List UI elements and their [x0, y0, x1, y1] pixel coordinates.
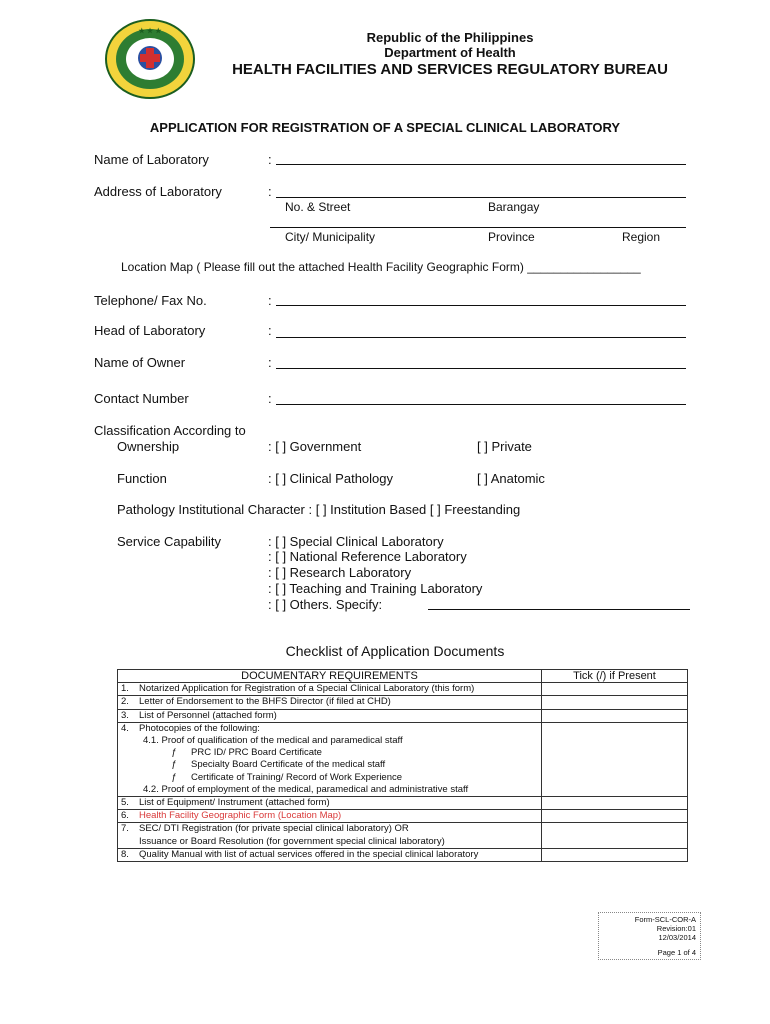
table-row: 1. Notarized Application for Registration of a Special Clinical Laboratory (this form) [118, 683, 688, 696]
service-special-checkbox[interactable]: : [ ] Special Clinical Laboratory [268, 534, 444, 549]
colon: : [268, 323, 272, 338]
others-specify-field[interactable] [428, 609, 690, 610]
contact-label: Contact Number [94, 391, 189, 406]
revision-date: 12/03/2014 [658, 933, 696, 942]
colon: : [268, 152, 272, 167]
table-row: 5. List of Equipment/ Instrument (attached form) [118, 797, 688, 810]
table-row: 3. List of Personnel (attached form) [118, 709, 688, 722]
tick-cell[interactable] [542, 722, 688, 796]
geographic-form-link[interactable]: Health Facility Geographic Form (Location Map) [139, 810, 342, 822]
barangay-caption: Barangay [488, 200, 540, 214]
tick-cell[interactable] [542, 823, 688, 848]
street-caption: No. & Street [285, 200, 351, 214]
header-bureau: HEALTH FACILITIES AND SERVICES REGULATORY BUREAU [232, 61, 668, 78]
page-number: Page 1 of 4 [657, 948, 696, 957]
revision-number: Revision:01 [656, 924, 696, 933]
checklist-table [117, 669, 688, 862]
city-province-region-field[interactable] [270, 227, 686, 228]
doh-seal-logo [104, 18, 196, 100]
form-revision-box [598, 912, 701, 960]
province-caption: Province [488, 230, 535, 244]
head-label: Head of Laboratory [94, 323, 206, 338]
bullet-icon: ƒ [171, 759, 177, 771]
owner-label: Name of Owner [94, 355, 186, 370]
table-row: 2. Letter of Endorsement to the BHFS Director (if filed at CHD) [118, 696, 688, 709]
city-caption: City/ Municipality [285, 230, 376, 244]
service-research-checkbox[interactable]: : [ ] Research Laboratory [268, 565, 412, 580]
street-barangay-field[interactable] [276, 197, 686, 198]
name-field[interactable] [276, 164, 686, 165]
form-code: Form-SCL-COR-A [634, 915, 696, 924]
service-teaching-checkbox[interactable]: : [ ] Teaching and Training Laboratory [268, 581, 483, 596]
tick-cell[interactable] [542, 848, 688, 861]
function-clinical-pathology-checkbox[interactable]: : [ ] Clinical Pathology [268, 471, 394, 486]
bullet-icon: ƒ [171, 747, 177, 759]
col-tick-header: Tick (/) if Present [542, 670, 688, 683]
header-republic: Republic of the Philippines [366, 30, 534, 45]
address-label: Address of Laboratory [94, 184, 222, 199]
location-map-line: Location Map ( Please fill out the attached Health Facility Geographic Form) _________________ [121, 260, 641, 274]
owner-field[interactable] [276, 368, 686, 369]
bullet-icon: ƒ [171, 771, 177, 783]
colon: : [268, 391, 272, 406]
head-field[interactable] [276, 337, 686, 338]
table-row: 6. Health Facility Geographic Form (Location Map) [118, 810, 688, 823]
table-row: 7. SEC/ DTI Registration (for private special clinical laboratory) OR Issuance or Board Resolution (for government special clinical laboratory) [118, 823, 688, 848]
tick-cell[interactable] [542, 810, 688, 823]
table-row: 8. Quality Manual with list of actual services offered in the special clinical laboratory [118, 848, 688, 861]
ownership-label: Ownership [117, 439, 180, 454]
contact-field[interactable] [276, 404, 686, 405]
colon: : [268, 293, 272, 308]
checklist-heading: Checklist of Application Documents [285, 643, 505, 659]
header-department: Department of Health [384, 45, 516, 60]
form-title: APPLICATION FOR REGISTRATION OF A SPECIAL CLINICAL LABORATORY [149, 120, 621, 135]
function-label: Function [117, 471, 167, 486]
classification-heading: Classification According to [94, 423, 246, 438]
tick-cell[interactable] [542, 696, 688, 709]
table-header-row [118, 670, 688, 683]
name-label: Name of Laboratory [94, 152, 209, 167]
ownership-private-checkbox[interactable]: [ ] Private [477, 439, 532, 454]
function-anatomic-checkbox[interactable]: [ ] Anatomic [477, 471, 545, 486]
pathology-character-line[interactable]: Pathology Institutional Character : [ ] Institution Based [ ] Freestanding [117, 502, 521, 517]
colon: : [268, 184, 272, 199]
service-others-checkbox[interactable]: : [ ] Others. Specify: [268, 597, 383, 612]
table-row: 4. Photocopies of the following: 4.1. Proof of qualification of the medical and paramedical staff ƒ PRC ID/ PRC Board Certificate ƒ Specialty Board Certificate of the medical staff ƒ Certificate of Training/ Record of Work Experience 4.2. Proof of employment of the medical, paramedical and administrative staff [118, 722, 688, 796]
tick-cell[interactable] [542, 797, 688, 810]
colon: : [268, 355, 272, 370]
col-requirements-header: DOCUMENTARY REQUIREMENTS [118, 670, 542, 683]
region-caption: Region [622, 230, 661, 244]
tick-cell[interactable] [542, 683, 688, 696]
telephone-label: Telephone/ Fax No. [94, 293, 207, 308]
tick-cell[interactable] [542, 709, 688, 722]
telephone-field[interactable] [276, 305, 686, 306]
service-national-reference-checkbox[interactable]: : [ ] National Reference Laboratory [268, 549, 467, 564]
ownership-government-checkbox[interactable]: : [ ] Government [268, 439, 362, 454]
svg-text:★ ★ ★: ★ ★ ★ [138, 28, 162, 35]
service-capability-label: Service Capability [117, 534, 222, 549]
